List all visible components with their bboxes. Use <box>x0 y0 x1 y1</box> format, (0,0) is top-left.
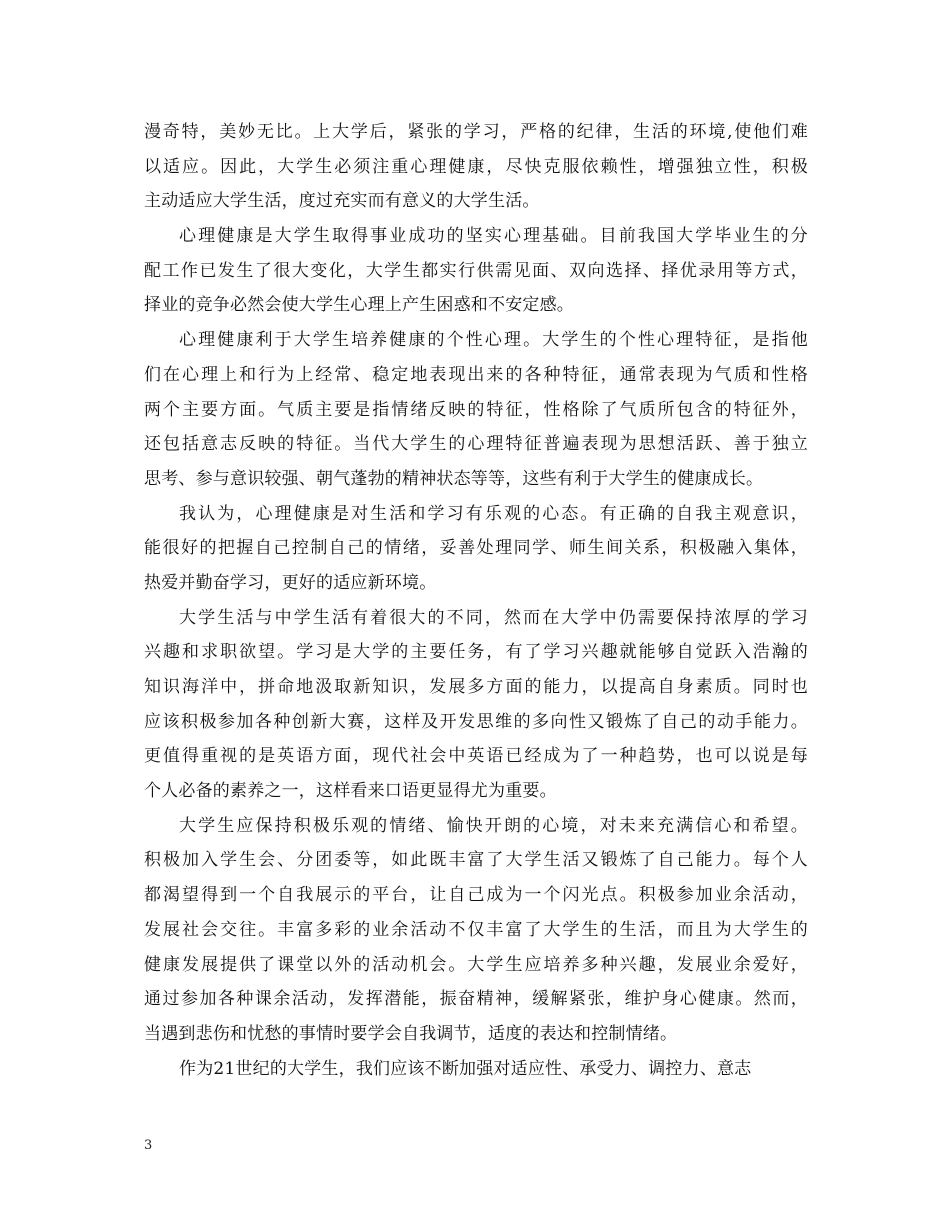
paragraph-line: 心理健康利于大学生培养健康的个性心理。大学生的个性心理特征，是指他 <box>179 330 808 351</box>
paragraph-line: 兴趣和求职欲望。学习是大学的主要任务，有了学习兴趣就能够自觉跃入浩瀚的 <box>144 642 808 663</box>
paragraph-line: 配工作已发生了很大变化，大学生都实行供需见面、双向选择、择优录用等方式， <box>144 260 808 281</box>
paragraph <box>144 323 808 496</box>
paragraph-line: 能很好的把握自己控制自己的情绪，妥善处理同学、师生间关系，积极融入集体， <box>144 538 808 559</box>
paragraph-line: 主动适应大学生活，度过充实而有意义的大学生活。 <box>144 191 540 212</box>
paragraph-line: 健康发展提供了课堂以外的活动机会。大学生应培养多种兴趣，发展业余爱好， <box>144 954 808 975</box>
document-body <box>144 115 808 1086</box>
paragraph-line: 大学生活与中学生活有着很大的不同，然而在大学中仍需要保持浓厚的学习 <box>179 607 808 628</box>
page-number: 3 <box>144 1138 153 1153</box>
paragraph <box>144 115 808 219</box>
paragraph-line: 知识海洋中，拼命地汲取新知识，发展多方面的能力，以提高自身素质。同时也 <box>144 677 808 697</box>
paragraph-line: 作为21世纪的大学生，我们应该不断加强对适应性、承受力、调控力、意志 <box>179 1058 752 1079</box>
paragraph <box>144 219 808 323</box>
paragraph-line: 当遇到悲伤和忧愁的事情时要学会自我调节，适度的表达和控制情绪。 <box>144 1023 678 1044</box>
paragraph-line: 漫奇特，美妙无比。上大学后，紧张的学习，严格的纪律，生活的环境,使他们难 <box>144 122 808 142</box>
paragraph-line: 以适应。因此，大学生必须注重心理健康，尽快克服依赖性，增强独立性，积极 <box>144 156 808 177</box>
paragraph-line: 们在心理上和行为上经常、稳定地表现出来的各种特征，通常表现为气质和性格 <box>144 364 808 385</box>
paragraph-line: 我认为，心理健康是对生活和学习有乐观的心态。有正确的自我主观意识， <box>179 503 808 524</box>
paragraph-line: 更值得重视的是英语方面，现代社会中英语已经成为了一种趋势，也可以说是每 <box>144 746 808 767</box>
paragraph-line: 热爱并勤奋学习，更好的适应新环境。 <box>144 572 437 593</box>
paragraph <box>144 601 808 809</box>
paragraph <box>144 809 808 1052</box>
paragraph-line: 发展社会交往。丰富多彩的业余活动不仅丰富了大学生的生活，而且为大学生的 <box>144 919 808 940</box>
paragraph <box>144 497 808 601</box>
paragraph-line: 择业的竞争必然会使大学生心理上产生困惑和不安定感。 <box>144 295 574 316</box>
paragraph-line: 心理健康是大学生取得事业成功的坚实心理基础。目前我国大学毕业生的分 <box>179 226 808 247</box>
paragraph-line: 应该积极参加各种创新大赛，这样及开发思维的多向性又锻炼了自己的动手能力。 <box>144 711 808 732</box>
paragraph-line: 通过参加各种课余活动，发挥潜能，振奋精神，缓解紧张，维护身心健康。然而， <box>144 989 808 1010</box>
paragraph-line: 两个主要方面。气质主要是指情绪反映的特征，性格除了气质所包含的特征外， <box>144 399 808 420</box>
paragraph-line: 积极加入学生会、分团委等，如此既丰富了大学生活又锻炼了自己能力。每个人 <box>144 850 808 871</box>
paragraph-line: 思考、参与意识较强、朝气蓬勃的精神状态等等，这些有利于大学生的健康成长。 <box>144 468 764 489</box>
paragraph-line: 大学生应保持积极乐观的情绪、愉快开朗的心境，对未来充满信心和希望。 <box>179 815 808 836</box>
paragraph-line: 还包括意志反映的特征。当代大学生的心理特征普遍表现为思想活跃、善于独立 <box>144 434 808 455</box>
paragraph <box>144 1052 808 1087</box>
paragraph-line: 都渴望得到一个自我展示的平台，让自己成为一个闪光点。积极参加业余活动， <box>144 885 808 906</box>
paragraph-line: 个人必备的素养之一，这样看来口语更显得尤为重要。 <box>144 781 557 802</box>
